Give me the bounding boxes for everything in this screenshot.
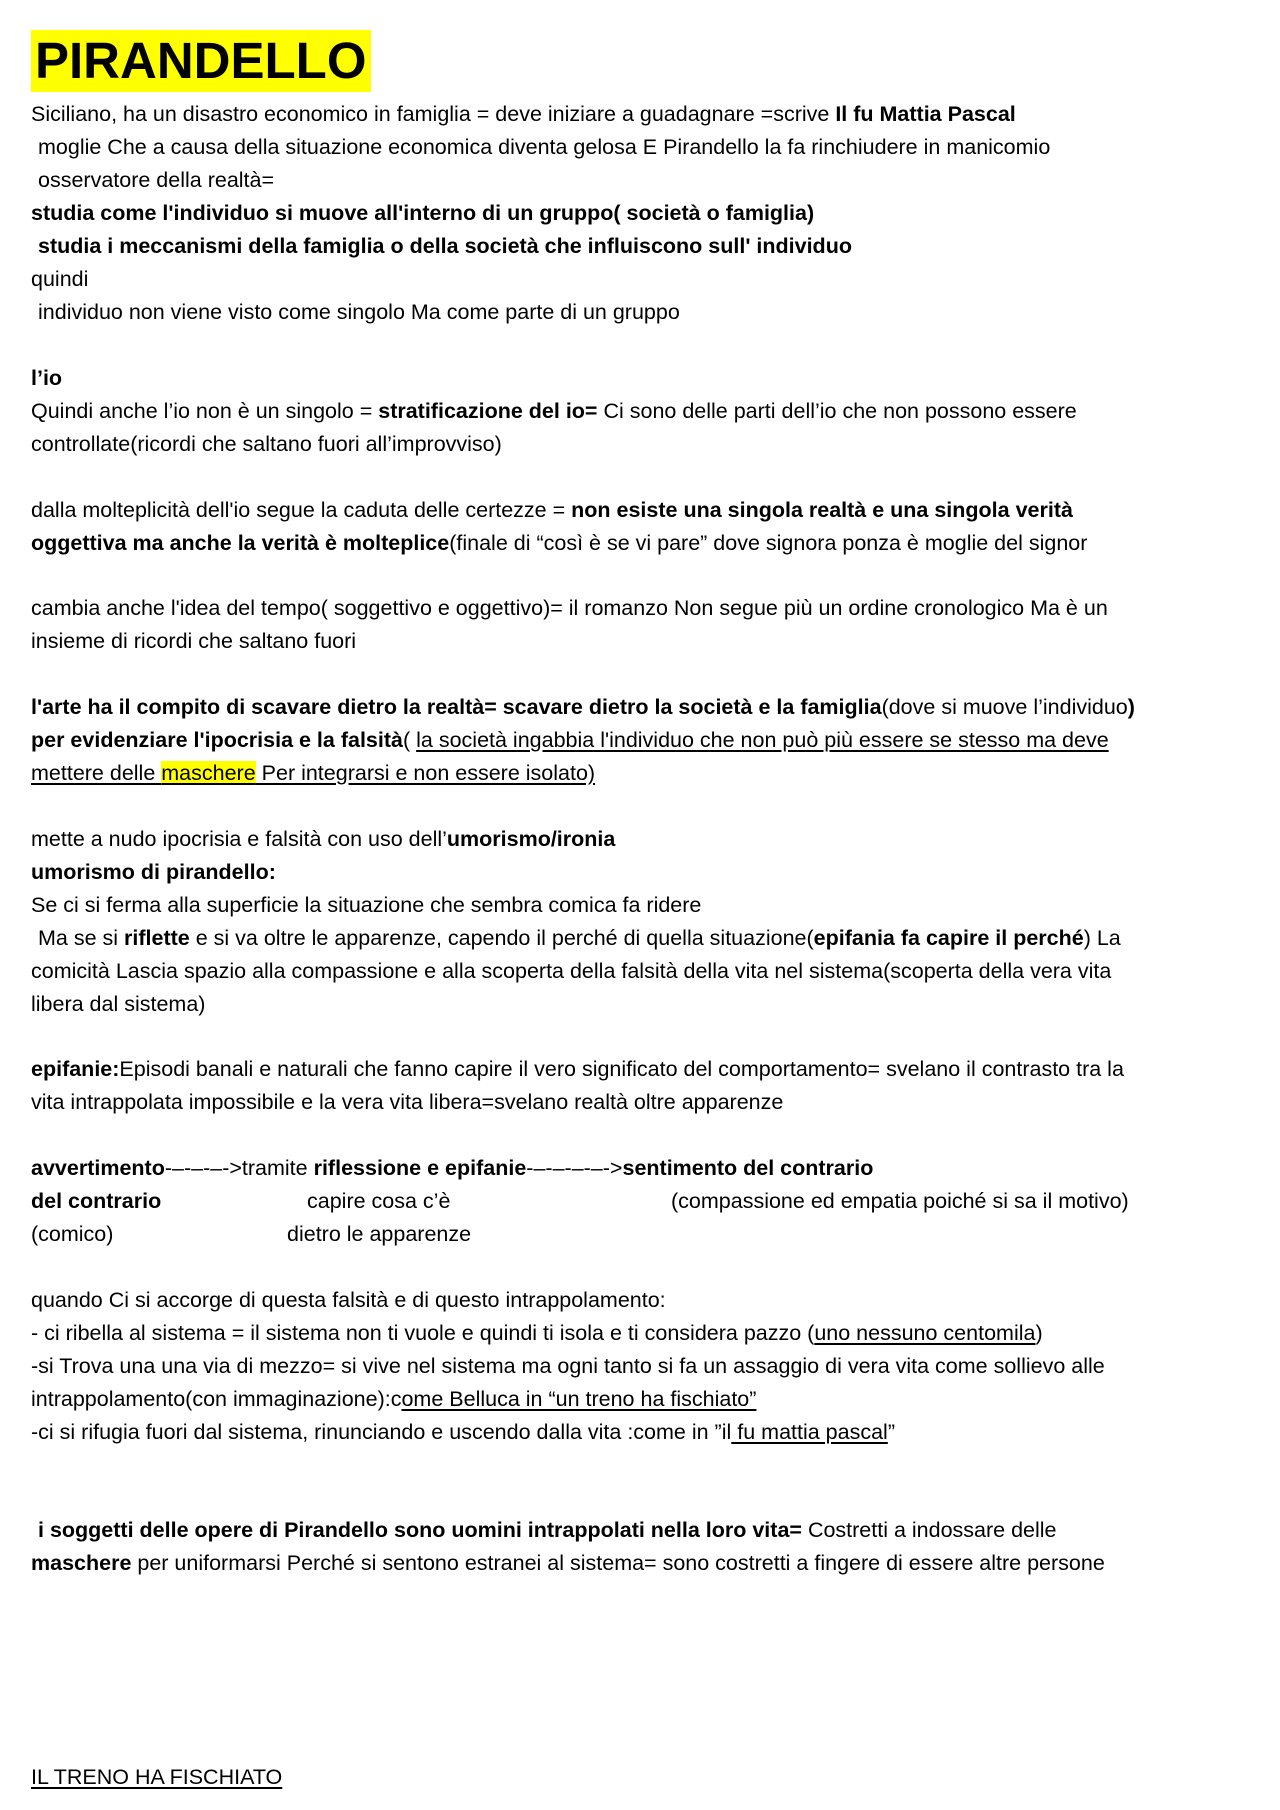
intro-line-3: osservatore della realtà= [38,168,275,192]
schema-row-3-col-1: (comico) [31,1222,114,1246]
umorismo-heading: umorismo di pirandello: [31,860,276,884]
epifanie-line-2: vita intrappolata impossibile e la vera vita libera=svelano realtà oltre apparenze [31,1090,784,1114]
schema-row-3-col-2: dietro le apparenze [287,1222,472,1246]
umorismo-line-5: comicità Lascia spazio alla compassione e alla scoperta della falsità della vita nel sistema(scoperta della vera vita [31,959,1112,983]
reazioni-line-5: -ci si rifugia fuori dal sistema, rinunciando e uscendo dalla vita :come in ”il fu mattia pascal” [31,1420,895,1444]
intro-line-2: moglie Che a causa della situazione economica diventa gelosa E Pirandello la fa rinchiudere in manicomio [38,135,1051,159]
umorismo-line-3: Se ci si ferma alla superficie la situazione che sembra comica fa ridere [31,893,702,917]
schema-row-1: avvertimento-–-–-–->tramite riflessione e epifanie-–-–-–-–->sentimento del contrario [31,1156,874,1180]
schema-row-2-col-2: capire cosa c’è [307,1189,451,1213]
reazioni-line-1: quando Ci si accorge di questa falsità e di questo intrappolamento: [31,1288,666,1312]
intro-line-6: quindi [31,267,89,291]
page-title: PIRANDELLO [31,30,371,92]
epifanie-line-1: epifanie:Episodi banali e naturali che fanno capire il vero significato del comportamento= svelano il contrasto tra la [31,1057,1124,1081]
intro-line-4: studia come l'individuo si muove all'interno di un gruppo( società o famiglia) [31,201,815,225]
molteplicita-line-1: dalla molteplicità dell'io segue la caduta delle certezze = non esiste una singola realtà e una singola verità [31,498,1073,522]
reazioni-line-2: - ci ribella al sistema = il sistema non ti vuole e quindi ti isola e ti considera pazzo (uno nessuno centomila) [31,1321,1043,1345]
io-heading: l’io [31,366,63,390]
soggetti-line-1: i soggetti delle opere di Pirandello sono uomini intrappolati nella loro vita= Costretti a indossare delle [38,1518,1057,1542]
intro-line-7: individuo non viene visto come singolo Ma come parte di un gruppo [38,300,680,324]
umorismo-line-4: Ma se si riflette e si va oltre le apparenze, capendo il perché di quella situazione(epifania fa capire il perché) La [38,926,1121,950]
tempo-line-1: cambia anche l'idea del tempo( soggettivo e oggettivo)= il romanzo Non segue più un ordine cronologico Ma è un [31,596,1108,620]
io-line-2: controllate(ricordi che saltano fuori all’improvviso) [31,432,502,456]
arte-line-1: l'arte ha il compito di scavare dietro la realtà= scavare dietro la società e la famiglia(dove si muove l’individuo) [31,695,1135,719]
molteplicita-line-2: oggettiva ma anche la verità è molteplice(finale di “così è se vi pare” dove signora ponza è moglie del signor [31,531,1088,555]
schema-row-2-col-1: del contrario [31,1189,162,1213]
io-line-1: Quindi anche l’io non è un singolo = stratificazione del io= Ci sono delle parti dell’io che non possono essere [31,399,1077,423]
reazioni-line-3: -si Trova una una via di mezzo= si vive nel sistema ma ogni tanto si fa un assaggio di vera vita come sollievo alle [31,1354,1105,1378]
tempo-line-2: insieme di ricordi che saltano fuori [31,629,357,653]
arte-line-3: mettere delle maschere Per integrarsi e non essere isolato) [31,761,596,785]
reazioni-line-4: intrappolamento(con immaginazione):come Belluca in “un treno ha fischiato” [31,1387,757,1411]
intro-line-5: studia i meccanismi della famiglia o della società che influiscono sull' individuo [38,234,852,258]
soggetti-line-2: maschere per uniformarsi Perché si sentono estranei al sistema= sono costretti a fingere di essere altre persone [31,1551,1105,1575]
schema-row-2-col-3: (compassione ed empatia poiché si sa il motivo) [671,1189,1129,1213]
umorismo-line-1: mette a nudo ipocrisia e falsità con uso dell’umorismo/ironia [31,827,616,851]
intro-line-1: Siciliano, ha un disastro economico in famiglia = deve iniziare a guadagnare =scrive Il fu Mattia Pascal [31,102,1016,126]
umorismo-line-6: libera dal sistema) [31,992,206,1016]
section-heading-treno: IL TRENO HA FISCHIATO [31,1765,283,1789]
arte-line-2: per evidenziare l'ipocrisia e la falsità( la società ingabbia l'individuo che non può più essere se stesso ma deve [31,728,1109,752]
maschere-highlight: maschere [161,761,256,785]
